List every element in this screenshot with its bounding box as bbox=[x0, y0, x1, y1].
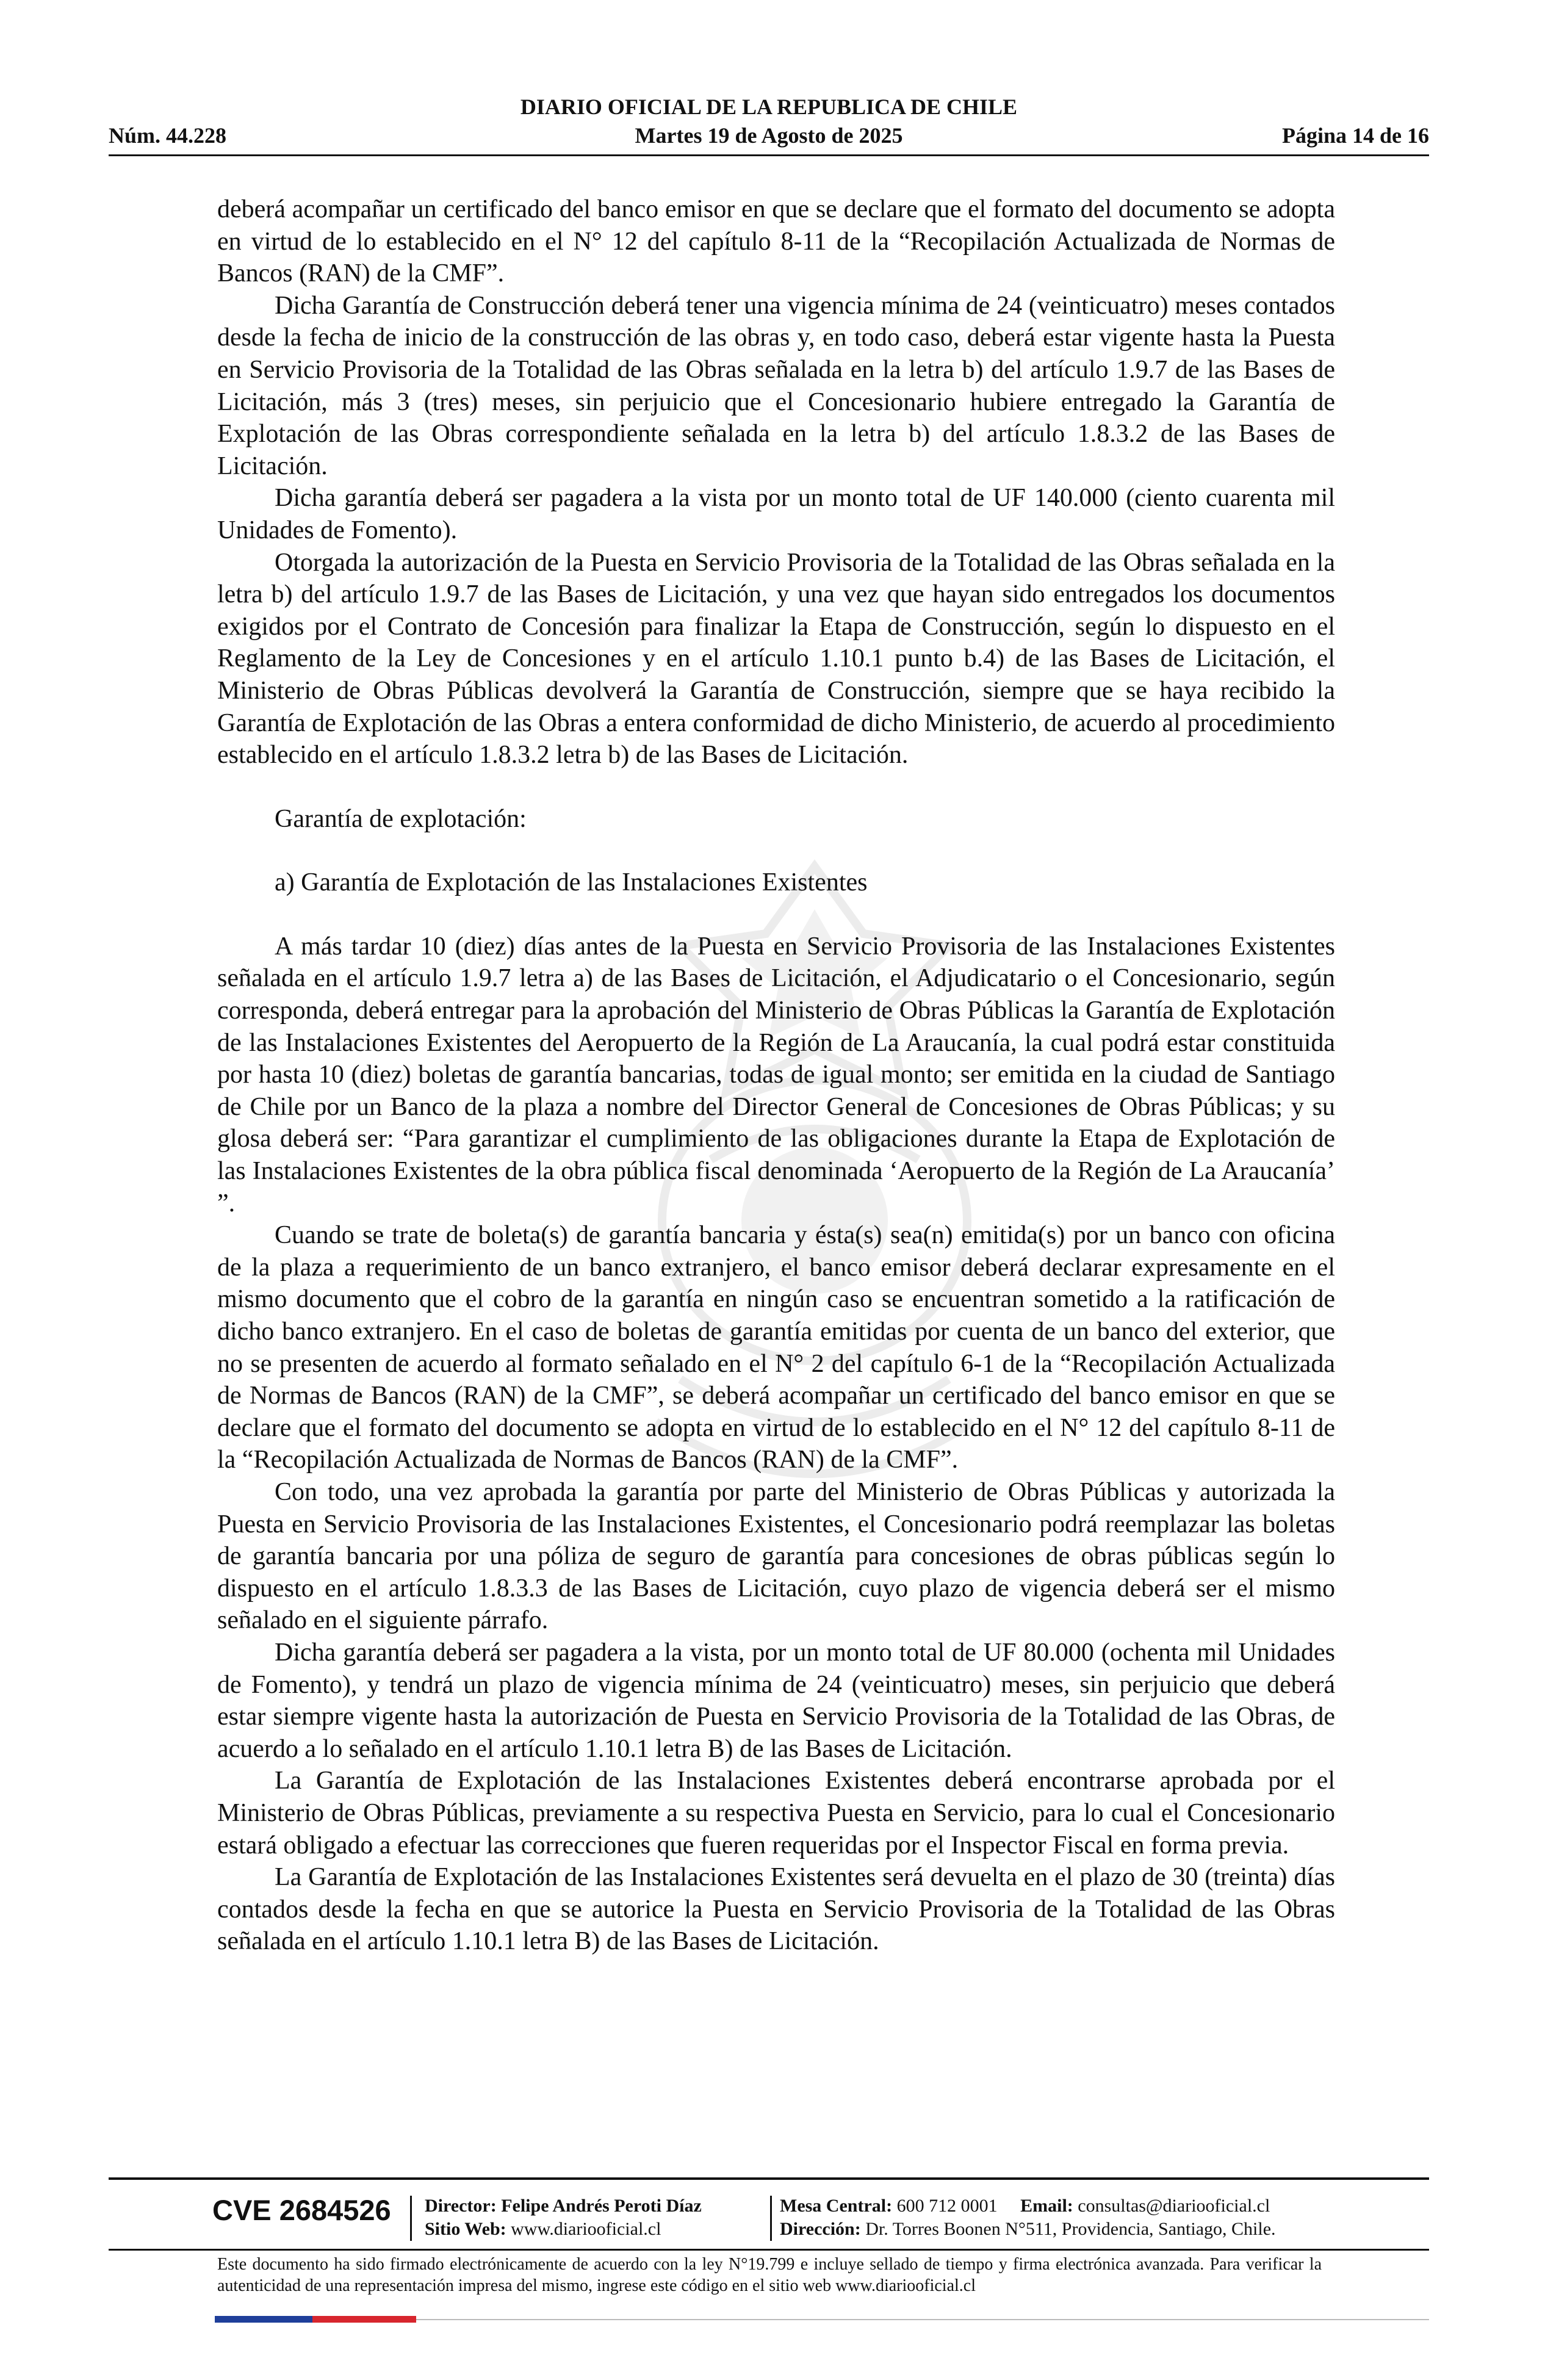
email-label: Email: bbox=[1020, 2196, 1073, 2216]
email-link[interactable]: consultas@diariooficial.cl bbox=[1078, 2196, 1270, 2216]
phone-value: 600 712 0001 bbox=[896, 2196, 998, 2216]
flag-stripe-red bbox=[312, 2316, 416, 2323]
newspaper-title: DIARIO OFICIAL DE LA REPUBLICA DE CHILE bbox=[520, 95, 1018, 119]
paragraph: La Garantía de Explotación de las Instalaciones Existentes será devuelta en el plazo de 30 (treinta) días contados desde la fecha en que se autorice la Puesta en Servicio Provisoria de la Totalidad de las Obras señalada en el artículo 1.10.1 letra B) de las Bases de Licitación. bbox=[217, 1863, 1335, 1956]
director-name: Felipe Andrés Peroti Díaz bbox=[501, 2196, 702, 2216]
paragraph: A más tardar 10 (diez) días antes de la Puesta en Servicio Provisoria de las Instalaciones Existentes señalada en el artículo 1.9.7 letra a) de las Bases de Licitación, el Adjudicatario o el Concesionario, según corresponda, deberá entregar para la aprobación del Ministerio de Obras Públicas la Garantía de Explotación de las Instalaciones Existentes del Aeropuerto de la Región de La Araucanía, la cual podrá estar constituida por hasta 10 (diez) boletas de garantía bancarias, todas de igual monto; ser emitida en la ciudad de Santiago de Chile por un Banco de la plaza a nombre del Director General de Concesiones de Obras Públicas; y su glosa deberá ser: “Para garantizar el cumplimiento de las obligaciones durante la Etapa de Explotación de las Instalaciones Existentes de la obra pública fiscal denominada ‘Aeropuerto de la Región de La Araucanía’ ”. bbox=[217, 932, 1335, 1217]
address-value: Dr. Torres Boonen N°511, Providencia, Santiago, Chile. bbox=[865, 2219, 1276, 2239]
page-footer bbox=[109, 2177, 1429, 2330]
cve-code: CVE 2684526 bbox=[212, 2194, 391, 2226]
footer-divider-bottom bbox=[416, 2319, 1429, 2320]
paragraph: La Garantía de Explotación de las Instalaciones Existentes deberá encontrarse aprobada por el Ministerio de Obras Públicas, previamente a su respectiva Puesta en Servicio, para lo cual el Concesionario estará obligado a efectuar las correcciones que fueren requeridas por el Inspector Fiscal en forma previa. bbox=[217, 1767, 1335, 1859]
flag-stripe-blue bbox=[215, 2316, 312, 2323]
footer-divider-top bbox=[109, 2177, 1429, 2180]
paragraph: Otorgada la autorización de la Puesta en Servicio Provisoria de la Totalidad de las Obras señalada en la letra b) del artículo 1.9.7 de las Bases de Licitación, y una vez que hayan sido entregados los documentos exigidos por el Contrato de Concesión para finalizar la Etapa de Construcción, según lo dispuesto en el Reglamento de la Ley de Concesiones y en el artículo 1.10.1 punto b.4) de las Bases de Licitación, el Ministerio de Obras Públicas devolverá la Garantía de Construcción, siempre que se haya recibido la Garantía de Explotación de las Obras a entera conformidad de dicho Ministerio, de acuerdo al procedimiento establecido en el artículo 1.8.3.2 letra b) de las Bases de Licitación. bbox=[217, 548, 1335, 770]
phone-label: Mesa Central: bbox=[780, 2196, 893, 2216]
footer-separator bbox=[770, 2196, 772, 2241]
footer-separator bbox=[410, 2196, 412, 2241]
spacer bbox=[217, 771, 1335, 803]
paragraph: deberá acompañar un certificado del banco emisor en que se declare que el formato del documento se adopta en virtud de lo establecido en el N° 12 del capítulo 8-11 de la “Recopilación Actualizada de Normas de Bancos (RAN) de la CMF”. bbox=[217, 195, 1335, 288]
section-heading: Garantía de explotación: bbox=[275, 804, 527, 833]
spacer bbox=[217, 835, 1335, 867]
director-label: Director: bbox=[425, 2196, 497, 2216]
footer-contact-right bbox=[780, 2194, 1276, 2241]
website-line bbox=[425, 2218, 702, 2241]
paragraph: Dicha garantía deberá ser pagadera a la vista por un monto total de UF 140.000 (ciento cuarenta mil Unidades de Fomento). bbox=[217, 484, 1335, 544]
footer-contact-left bbox=[425, 2194, 702, 2241]
footer-divider-middle bbox=[109, 2249, 1429, 2251]
page-indicator: Página 14 de 16 bbox=[1281, 123, 1429, 148]
page-header bbox=[109, 93, 1429, 154]
director-line bbox=[425, 2194, 702, 2218]
spacer bbox=[217, 899, 1335, 931]
authenticity-note: Este documento ha sido firmado electrónicamente de acuerdo con la ley N°19.799 e incluye sellado de tiempo y firma electrónica avanzada. Para verificar la autenticidad de una representación impresa del mismo, ingrese este código en el sitio web www.diariooficial.cl bbox=[217, 2255, 1322, 2295]
issue-date: Martes 19 de Agosto de 2025 bbox=[635, 123, 903, 148]
issue-number: Núm. 44.228 bbox=[109, 123, 227, 148]
paragraph: Dicha garantía deberá ser pagadera a la vista, por un monto total de UF 80.000 (ochenta mil Unidades de Fomento), y tendrá un plazo de vigencia mínima de 24 (veinticuatro) meses, sin perjuicio que deberá estar siempre vigente hasta la autorización de Puesta en Servicio Provisoria de la Totalidad de las Obras, de acuerdo a lo señalado en el artículo 1.10.1 letra B) de las Bases de Licitación. bbox=[217, 1638, 1335, 1763]
paragraph: Con todo, una vez aprobada la garantía por parte del Ministerio de Obras Públicas y autorizada la Puesta en Servicio Provisoria de las Instalaciones Existentes, el Concesionario podrá reemplazar las boletas de garantía bancaria por una póliza de seguro de garantía para concesiones de obras públicas según lo dispuesto en el artículo 1.8.3.3 de las Bases de Licitación, cuyo plazo de vigencia deberá ser el mismo señalado en el siguiente párrafo. bbox=[217, 1477, 1335, 1635]
address-line bbox=[780, 2218, 1276, 2241]
subsection-heading: a) Garantía de Explotación de las Instalaciones Existentes bbox=[275, 868, 868, 897]
phone-email-line bbox=[780, 2194, 1276, 2218]
document-body bbox=[217, 193, 1335, 1958]
address-label: Dirección: bbox=[780, 2219, 861, 2239]
header-divider bbox=[109, 154, 1429, 156]
flag-stripe bbox=[215, 2316, 416, 2323]
paragraph: Dicha Garantía de Construcción deberá tener una vigencia mínima de 24 (veinticuatro) meses contados desde la fecha de inicio de la construcción de las obras y, en todo caso, deberá estar vigente hasta la Puesta en Servicio Provisoria de la Totalidad de las Obras señalada en la letra b) del artículo 1.9.7 de las Bases de Licitación, más 3 (tres) meses, sin perjuicio que el Concesionario hubiere entregado la Garantía de Explotación de las Obras correspondiente señalada en la letra b) del artículo 1.8.3.2 de las Bases de Licitación. bbox=[217, 291, 1335, 480]
paragraph: Cuando se trate de boleta(s) de garantía bancaria y ésta(s) sea(n) emitida(s) por un banco con oficina de la plaza a requerimiento de un banco extranjero, el banco emisor deberá declarar expresamente en el mismo documento que el cobro de la garantía en ningún caso se encuentran sometido a la ratificación de dicho banco extranjero. En el caso de boletas de garantía emitidas por cuenta de un banco del exterior, que no se presenten de acuerdo al formato señalado en el N° 2 del capítulo 6-1 de la “Recopilación Actualizada de Normas de Bancos (RAN) de la CMF”, se deberá acompañar un certificado del banco emisor en que se declare que el formato del documento se adopta en virtud de lo establecido en el N° 12 del capítulo 8-11 de la “Recopilación Actualizada de Normas de Bancos (RAN) de la CMF”. bbox=[217, 1221, 1335, 1474]
website-link[interactable]: www.diariooficial.cl bbox=[511, 2219, 661, 2239]
website-label: Sitio Web: bbox=[425, 2219, 506, 2239]
